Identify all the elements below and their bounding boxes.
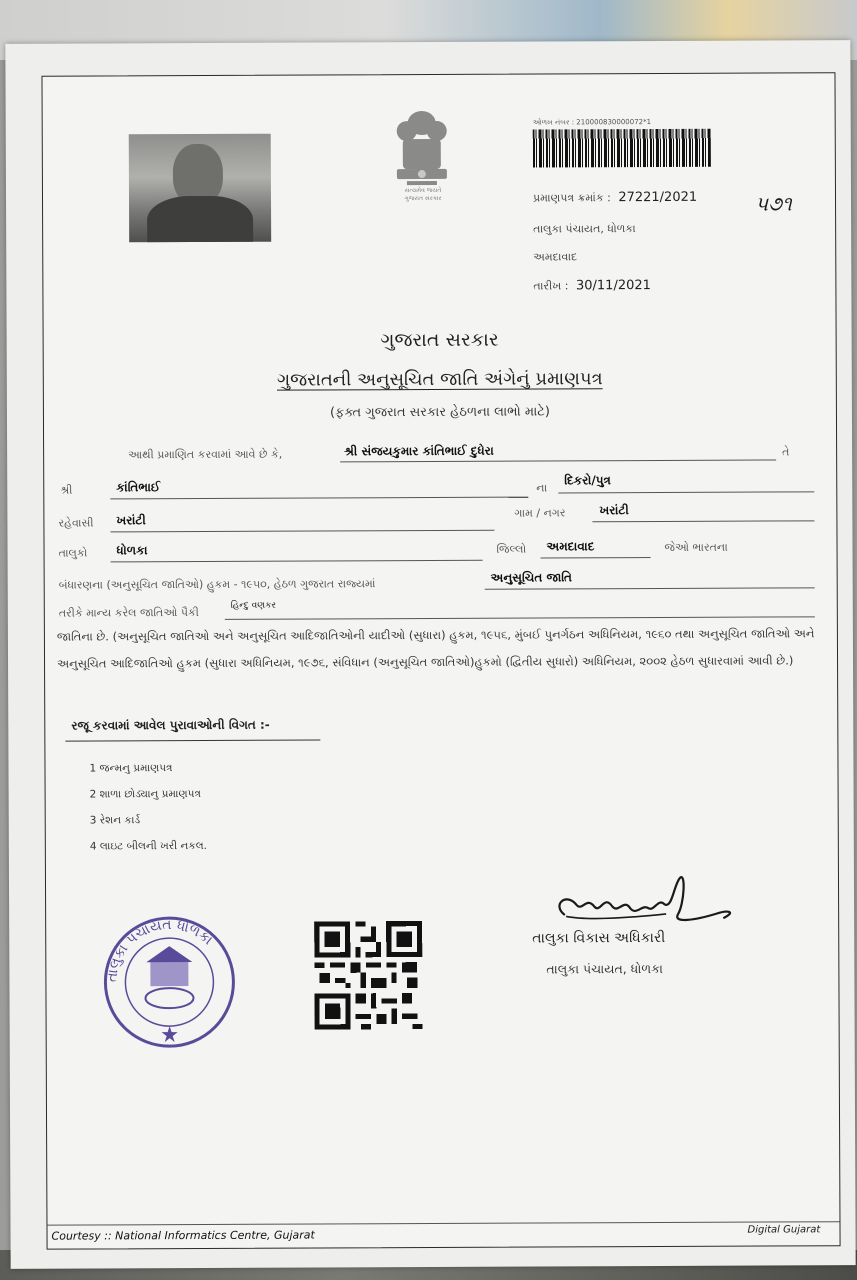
constitution-label: બંધારણના (અનુસૂચિત જાતિઓ) હુકમ - ૧૯૫૦, હેઠળ ગુજરાત રાજ્યમાં xyxy=(58,577,376,592)
certificate-number-row xyxy=(533,190,697,206)
district-line xyxy=(541,557,651,558)
resident-label: રહેવાસી xyxy=(58,516,94,530)
document-item: 4 લાઇટ બીલની ખરી નકલ. xyxy=(89,839,208,853)
certificate-paper xyxy=(5,40,855,1269)
document-item: 2 શાળા છોડ્યાનુ પ્રમાણપત્ર xyxy=(89,788,201,801)
barcode xyxy=(533,129,711,168)
emblem-caption: સત્યમેવ જયતે ગુજરાત સરકાર xyxy=(404,186,442,203)
recognized-label: તરીકે માન્ય કરેલ જાતિઓ પૈકી xyxy=(58,606,199,620)
documents-heading: રજૂ કરવામાં આવેલ પુરાવાઓની વિગત :- xyxy=(71,717,270,733)
taluka-line xyxy=(111,560,483,563)
officer-signature xyxy=(546,874,746,935)
footer-brand: Digital Gujarat xyxy=(747,1224,821,1236)
relation: દિકરો/પુત્ર xyxy=(564,473,611,488)
document-item: 3 રેશન કાર્ડ xyxy=(89,814,141,827)
district-value: અમદાવાદ xyxy=(546,539,595,554)
handwritten-reference: પ૭૧ xyxy=(754,191,792,216)
officer-office: તાલુકા પંચાયત, ધોળકા xyxy=(546,960,663,977)
intro-label: આથી પ્રમાણિત કરવામાં આવે છે કે, xyxy=(128,447,283,462)
caste-value: હિન્દુ વણકર xyxy=(230,600,277,611)
barcode-number: ઓળખ નંબર : 210000830000072*1 xyxy=(532,118,652,127)
village-line xyxy=(592,520,814,522)
certificate-number-label: પ્રમાણપત્ર ક્રમાંક : xyxy=(532,191,611,205)
te-label: તે xyxy=(782,445,790,459)
certificate-frame xyxy=(41,72,840,1249)
government-title: ગુજરાત સરકાર xyxy=(380,328,499,352)
official-seal xyxy=(100,916,239,1049)
jeo-label: જેઓ ભારતના xyxy=(664,540,728,554)
legal-paragraph: જાતિના છે. (અનુસૂચિત જાતિઓ અને અનુસૂચિત આદિજાતિઓની યાદીઓ (સુધારા) હુકમ, ૧૯૫૬, મુંબઈ પુનર્ગઠન અધિનિયમ, ૧૯૬૦ તથા અનુસૂચિત જાતિઓ અને અનુસૂચિત આદિજાતિઓ હુકમ (સુધારા અધિનિયમ, ૧૯૭૬, સંવિધાન (અનુસૂચિત જાતિઓ)હુકમો (દ્વિતીય સુધારો) અધિનિયમ, ૨૦૦૨ હેઠળ સુધારવામાં આવી છે.) xyxy=(56,626,815,671)
footer-courtesy: Courtesy :: National Informatics Centre, Gujarat xyxy=(51,1228,315,1243)
holder-name-line xyxy=(340,459,776,462)
date-label: તારીખ : xyxy=(533,279,569,293)
category-value: અનુસૂચિત જાતિ xyxy=(490,570,572,585)
district-label: જિલ્લો xyxy=(496,542,527,556)
village-label: ગામ / નગર xyxy=(514,506,566,520)
shri-label: શ્રી xyxy=(60,483,73,497)
officer-title: તાલુકા વિકાસ અધિકારી xyxy=(532,929,666,947)
certificate-subtitle: (ફક્ત ગુજરાત સરકાર હેઠળના લાભો માટે) xyxy=(329,404,550,421)
date-row xyxy=(533,278,651,294)
na-label: ના xyxy=(536,481,548,495)
father-name-line xyxy=(110,497,528,500)
holder-name: શ્રી સંજયકુમાર કાંતિભાઈ દુધેરા xyxy=(344,443,494,459)
father-name: કાંતિભાઈ xyxy=(116,480,161,495)
village-value: ખરાંટી xyxy=(599,503,629,518)
qr-code xyxy=(314,920,422,1030)
taluka-value: ધોળકા xyxy=(116,543,148,558)
resident-value: ખરાંટી xyxy=(116,513,146,528)
svg-text:તાલુકા પંચાયત ધોળકા: તાલુકા પંચાયત ધોળકા xyxy=(104,917,216,983)
issuing-office: તાલુકા પંચાયત, ધોળકા xyxy=(533,222,636,236)
issuing-district: અમદાવાદ xyxy=(533,250,578,264)
certificate-number: 27221/2021 xyxy=(618,189,698,206)
holder-photo xyxy=(129,134,271,243)
seal-icon xyxy=(100,916,239,1049)
footer-divider xyxy=(47,1221,839,1225)
issue-date: 30/11/2021 xyxy=(575,278,651,294)
category-line xyxy=(485,587,815,589)
caste-line xyxy=(225,616,815,620)
documents-heading-underline xyxy=(65,739,320,741)
resident-line xyxy=(110,530,494,533)
certificate-title: ગુજરાતની અનુસૂચિત જાતિ અંગેનું પ્રમાણપત્ર xyxy=(276,368,603,391)
taluka-label: તાલુકો xyxy=(58,546,88,560)
relation-line xyxy=(558,491,814,493)
document-item: 1 જન્મનુ પ્રમાણપત્ર xyxy=(89,762,173,775)
